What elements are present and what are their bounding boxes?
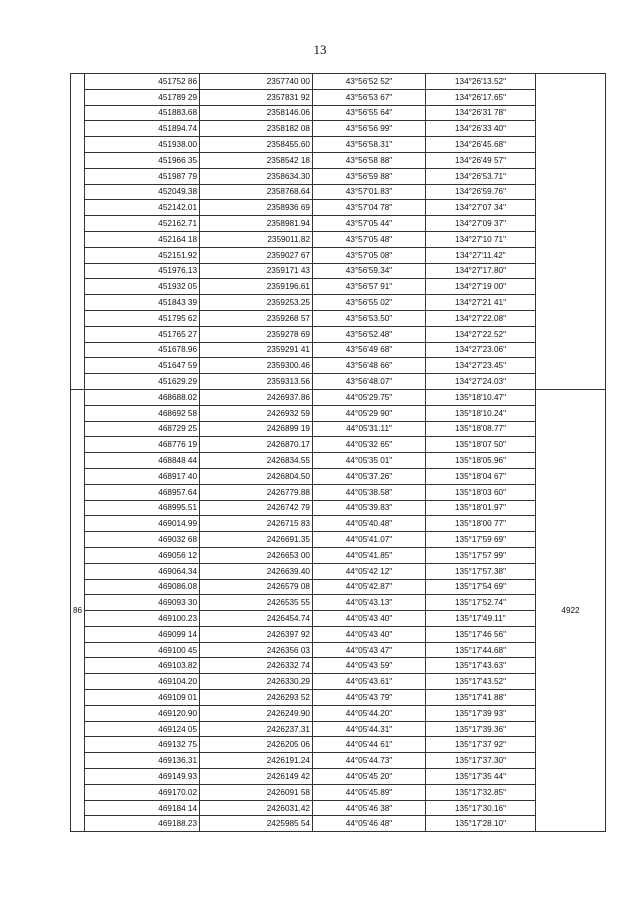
latitude-cell: 44°05'41.85"	[313, 547, 426, 563]
longitude-cell: 134°26'13.52"	[426, 74, 536, 90]
x-coordinate-cell: 451843 39	[85, 295, 200, 311]
x-coordinate-cell: 469099 14	[85, 626, 200, 642]
table-row	[71, 326, 606, 342]
longitude-cell: 135°18'10.47"	[426, 389, 536, 405]
y-coordinate-cell: 2426535 55	[200, 595, 313, 611]
y-coordinate-cell: 2426356 03	[200, 642, 313, 658]
latitude-cell: 43°57'05 44"	[313, 216, 426, 232]
latitude-cell: 43°56'48.07"	[313, 374, 426, 390]
table-row	[71, 421, 606, 437]
table-row	[71, 690, 606, 706]
x-coordinate-cell: 451752 86	[85, 74, 200, 90]
longitude-cell: 135°17'59 69"	[426, 532, 536, 548]
longitude-cell: 134°27'09 37"	[426, 216, 536, 232]
table-row	[71, 168, 606, 184]
y-coordinate-cell: 2358455.60	[200, 137, 313, 153]
longitude-cell: 134°27'23.45"	[426, 358, 536, 374]
longitude-cell: 135°17'46 56"	[426, 626, 536, 642]
x-coordinate-cell: 469170.02	[85, 784, 200, 800]
coordinates-table	[70, 73, 606, 832]
longitude-cell: 134°26'49 57"	[426, 152, 536, 168]
x-coordinate-cell: 469149.93	[85, 769, 200, 785]
longitude-cell: 135°17'54 69"	[426, 579, 536, 595]
y-coordinate-cell: 2358146.06	[200, 105, 313, 121]
table-row	[71, 374, 606, 390]
table-row	[71, 74, 606, 90]
table-row	[71, 295, 606, 311]
table-row	[71, 563, 606, 579]
latitude-cell: 43°57'01.83"	[313, 184, 426, 200]
y-coordinate-cell: 2359196.61	[200, 279, 313, 295]
y-coordinate-cell: 2359291 41	[200, 342, 313, 358]
longitude-cell: 134°26'17.65"	[426, 89, 536, 105]
x-coordinate-cell: 469124 05	[85, 721, 200, 737]
y-coordinate-cell: 2359313.56	[200, 374, 313, 390]
y-coordinate-cell: 2426330.29	[200, 674, 313, 690]
x-coordinate-cell: 469086.08	[85, 579, 200, 595]
table-row	[71, 500, 606, 516]
y-coordinate-cell: 2358182 08	[200, 121, 313, 137]
latitude-cell: 43°56'53 67"	[313, 89, 426, 105]
table-row	[71, 816, 606, 832]
latitude-cell: 44°05'31.11"	[313, 421, 426, 437]
longitude-cell: 135°18'01.97"	[426, 500, 536, 516]
y-coordinate-cell: 2426870.17	[200, 437, 313, 453]
y-coordinate-cell: 2426937.86	[200, 389, 313, 405]
table-row	[71, 705, 606, 721]
x-coordinate-cell: 468688.02	[85, 389, 200, 405]
latitude-cell: 43°56'58.31"	[313, 137, 426, 153]
latitude-cell: 44°05'29 90"	[313, 405, 426, 421]
latitude-cell: 44°05'43 40"	[313, 626, 426, 642]
y-coordinate-cell: 2359268 57	[200, 310, 313, 326]
x-coordinate-cell: 469014.99	[85, 516, 200, 532]
table-row	[71, 231, 606, 247]
x-coordinate-cell: 469136.31	[85, 753, 200, 769]
table-row	[71, 121, 606, 137]
latitude-cell: 44°05'40.48"	[313, 516, 426, 532]
longitude-cell: 134°27'22.52"	[426, 326, 536, 342]
table-row	[71, 769, 606, 785]
x-coordinate-cell: 451966 35	[85, 152, 200, 168]
x-coordinate-cell: 468995.51	[85, 500, 200, 516]
table-row	[71, 437, 606, 453]
latitude-cell: 44°05'44 61"	[313, 737, 426, 753]
y-coordinate-cell: 2358768.64	[200, 184, 313, 200]
table-row	[71, 784, 606, 800]
y-coordinate-cell: 2426205 06	[200, 737, 313, 753]
longitude-cell: 135°17'41 88"	[426, 690, 536, 706]
latitude-cell: 44°05'44.20"	[313, 705, 426, 721]
page-number: 13	[313, 42, 327, 57]
y-coordinate-cell: 2426579 08	[200, 579, 313, 595]
longitude-cell: 135°17'57 99"	[426, 547, 536, 563]
y-coordinate-cell: 2359300.46	[200, 358, 313, 374]
latitude-cell: 44°05'44.31"	[313, 721, 426, 737]
x-coordinate-cell: 469104.20	[85, 674, 200, 690]
latitude-cell: 44°05'39.83"	[313, 500, 426, 516]
x-coordinate-cell: 451976.13	[85, 263, 200, 279]
y-coordinate-cell: 2426932 59	[200, 405, 313, 421]
latitude-cell: 44°05'32 65"	[313, 437, 426, 453]
longitude-cell: 135°17'44.68"	[426, 642, 536, 658]
x-coordinate-cell: 469100 45	[85, 642, 200, 658]
y-coordinate-cell: 2358936 69	[200, 200, 313, 216]
longitude-cell: 135°18'04 67"	[426, 468, 536, 484]
x-coordinate-cell: 452049.38	[85, 184, 200, 200]
x-coordinate-cell: 469032 68	[85, 532, 200, 548]
longitude-cell: 134°27'24.03"	[426, 374, 536, 390]
longitude-cell: 135°18'08.77"	[426, 421, 536, 437]
longitude-cell: 135°18'05.96"	[426, 453, 536, 469]
area-number-cell: 86	[71, 389, 85, 831]
latitude-cell: 44°05'43 59"	[313, 658, 426, 674]
longitude-cell: 135°17'28.10"	[426, 816, 536, 832]
table-row	[71, 626, 606, 642]
latitude-cell: 43°56'49 68"	[313, 342, 426, 358]
table-row	[71, 216, 606, 232]
longitude-cell: 135°17'39 93"	[426, 705, 536, 721]
longitude-cell: 134°26'31 78"	[426, 105, 536, 121]
table-row	[71, 516, 606, 532]
latitude-cell: 44°05'43 79"	[313, 690, 426, 706]
y-coordinate-cell: 2426691.35	[200, 532, 313, 548]
table-row	[71, 389, 606, 405]
x-coordinate-cell: 469103.82	[85, 658, 200, 674]
y-coordinate-cell: 2359011.82	[200, 231, 313, 247]
table-row	[71, 595, 606, 611]
latitude-cell: 44°05'45.89"	[313, 784, 426, 800]
table-row	[71, 310, 606, 326]
longitude-cell: 135°17'37 92"	[426, 737, 536, 753]
latitude-cell: 43°56'57 91"	[313, 279, 426, 295]
table-row	[71, 532, 606, 548]
x-coordinate-cell: 468848 44	[85, 453, 200, 469]
x-coordinate-cell: 451678.96	[85, 342, 200, 358]
x-coordinate-cell: 452164 18	[85, 231, 200, 247]
x-coordinate-cell: 451789 29	[85, 89, 200, 105]
longitude-cell: 134°27'19 00"	[426, 279, 536, 295]
table-row	[71, 753, 606, 769]
y-coordinate-cell: 2426397 92	[200, 626, 313, 642]
table-row	[71, 721, 606, 737]
table-row	[71, 358, 606, 374]
longitude-cell: 135°17'39.36"	[426, 721, 536, 737]
x-coordinate-cell: 469100.23	[85, 611, 200, 627]
x-coordinate-cell: 469184 14	[85, 800, 200, 816]
latitude-cell: 43°56'52.48"	[313, 326, 426, 342]
latitude-cell: 44°05'43.61"	[313, 674, 426, 690]
x-coordinate-cell: 468692 58	[85, 405, 200, 421]
y-coordinate-cell: 2358981.94	[200, 216, 313, 232]
latitude-cell: 44°05'38.58"	[313, 484, 426, 500]
x-coordinate-cell: 451795 62	[85, 310, 200, 326]
latitude-cell: 44°05'41.07"	[313, 532, 426, 548]
longitude-cell: 135°17'37.30"	[426, 753, 536, 769]
table-row	[71, 658, 606, 674]
table-row	[71, 137, 606, 153]
table-row	[71, 737, 606, 753]
table-row	[71, 642, 606, 658]
latitude-cell: 44°05'35 01"	[313, 453, 426, 469]
longitude-cell: 135°17'30.16"	[426, 800, 536, 816]
longitude-cell: 134°27'11.42"	[426, 247, 536, 263]
table-row	[71, 200, 606, 216]
area-value-cell: 4922	[536, 389, 606, 831]
x-coordinate-cell: 469109 01	[85, 690, 200, 706]
latitude-cell: 44°05'45 20"	[313, 769, 426, 785]
latitude-cell: 44°05'43.13"	[313, 595, 426, 611]
latitude-cell: 43°56'58 88"	[313, 152, 426, 168]
latitude-cell: 43°57'04 78"	[313, 200, 426, 216]
table-row	[71, 800, 606, 816]
y-coordinate-cell: 2426191.24	[200, 753, 313, 769]
table-row	[71, 579, 606, 595]
longitude-cell: 135°17'43.52"	[426, 674, 536, 690]
longitude-cell: 134°26'53.71"	[426, 168, 536, 184]
x-coordinate-cell: 452142.01	[85, 200, 200, 216]
latitude-cell: 43°56'55 64"	[313, 105, 426, 121]
x-coordinate-cell: 451938.00	[85, 137, 200, 153]
latitude-cell: 43°56'48 66"	[313, 358, 426, 374]
x-coordinate-cell: 469132 75	[85, 737, 200, 753]
longitude-cell: 134°27'07 34"	[426, 200, 536, 216]
y-coordinate-cell: 2426804.50	[200, 468, 313, 484]
x-coordinate-cell: 469188.23	[85, 816, 200, 832]
latitude-cell: 44°05'46 38"	[313, 800, 426, 816]
y-coordinate-cell: 2426149 42	[200, 769, 313, 785]
latitude-cell: 43°56'53.50"	[313, 310, 426, 326]
table-row	[71, 263, 606, 279]
y-coordinate-cell: 2426715 83	[200, 516, 313, 532]
y-coordinate-cell: 2426899 19	[200, 421, 313, 437]
area-number-cell	[71, 74, 85, 390]
y-coordinate-cell: 2426031.42	[200, 800, 313, 816]
x-coordinate-cell: 468957.64	[85, 484, 200, 500]
longitude-cell: 134°26'45.68"	[426, 137, 536, 153]
longitude-cell: 134°27'10 71"	[426, 231, 536, 247]
coordinates-table-body	[71, 74, 606, 832]
longitude-cell: 134°27'17.80"	[426, 263, 536, 279]
y-coordinate-cell: 2426742 79	[200, 500, 313, 516]
latitude-cell: 44°05'29.75"	[313, 389, 426, 405]
y-coordinate-cell: 2425985 54	[200, 816, 313, 832]
longitude-cell: 135°18'07 50"	[426, 437, 536, 453]
x-coordinate-cell: 452162.71	[85, 216, 200, 232]
y-coordinate-cell: 2426639.40	[200, 563, 313, 579]
latitude-cell: 44°05'43 40"	[313, 611, 426, 627]
longitude-cell: 134°26'59.76"	[426, 184, 536, 200]
longitude-cell: 135°18'10.24"	[426, 405, 536, 421]
x-coordinate-cell: 469064.34	[85, 563, 200, 579]
longitude-cell: 135°17'52.74"	[426, 595, 536, 611]
x-coordinate-cell: 451629.29	[85, 374, 200, 390]
table-row	[71, 247, 606, 263]
table-row	[71, 468, 606, 484]
longitude-cell: 134°27'23.06"	[426, 342, 536, 358]
table-row	[71, 611, 606, 627]
table-row	[71, 105, 606, 121]
x-coordinate-cell: 451883.68	[85, 105, 200, 121]
x-coordinate-cell: 469120.90	[85, 705, 200, 721]
x-coordinate-cell: 468917 40	[85, 468, 200, 484]
table-row	[71, 279, 606, 295]
table-row	[71, 184, 606, 200]
latitude-cell: 44°05'44.73"	[313, 753, 426, 769]
longitude-cell: 134°27'21 41"	[426, 295, 536, 311]
y-coordinate-cell: 2426249.90	[200, 705, 313, 721]
x-coordinate-cell: 451765 27	[85, 326, 200, 342]
latitude-cell: 43°57'05 08"	[313, 247, 426, 263]
longitude-cell: 135°18'00 77"	[426, 516, 536, 532]
x-coordinate-cell: 452151.92	[85, 247, 200, 263]
y-coordinate-cell: 2359171 43	[200, 263, 313, 279]
latitude-cell: 44°05'46 48"	[313, 816, 426, 832]
longitude-cell: 135°18'03 60"	[426, 484, 536, 500]
longitude-cell: 135°17'57.38"	[426, 563, 536, 579]
table-row	[71, 484, 606, 500]
longitude-cell: 135°17'49.11"	[426, 611, 536, 627]
latitude-cell: 44°05'42.87"	[313, 579, 426, 595]
y-coordinate-cell: 2358634.30	[200, 168, 313, 184]
latitude-cell: 43°56'52 52"	[313, 74, 426, 90]
y-coordinate-cell: 2426779.88	[200, 484, 313, 500]
table-row	[71, 89, 606, 105]
x-coordinate-cell: 468729 25	[85, 421, 200, 437]
y-coordinate-cell: 2426653 00	[200, 547, 313, 563]
table-row	[71, 152, 606, 168]
latitude-cell: 44°05'42 12"	[313, 563, 426, 579]
x-coordinate-cell: 451932 05	[85, 279, 200, 295]
table-row	[71, 342, 606, 358]
x-coordinate-cell: 468776 19	[85, 437, 200, 453]
latitude-cell: 44°05'43 47"	[313, 642, 426, 658]
y-coordinate-cell: 2357831 92	[200, 89, 313, 105]
x-coordinate-cell: 451647 59	[85, 358, 200, 374]
y-coordinate-cell: 2359278 69	[200, 326, 313, 342]
latitude-cell: 44°05'37.26"	[313, 468, 426, 484]
y-coordinate-cell: 2357740 00	[200, 74, 313, 90]
table-row	[71, 547, 606, 563]
y-coordinate-cell: 2426091 58	[200, 784, 313, 800]
y-coordinate-cell: 2426237.31	[200, 721, 313, 737]
y-coordinate-cell: 2426834.55	[200, 453, 313, 469]
latitude-cell: 43°56'55 02"	[313, 295, 426, 311]
area-value-cell	[536, 74, 606, 390]
y-coordinate-cell: 2426293 52	[200, 690, 313, 706]
y-coordinate-cell: 2359027 67	[200, 247, 313, 263]
table-row	[71, 405, 606, 421]
latitude-cell: 43°56'59 88"	[313, 168, 426, 184]
latitude-cell: 43°57'05 48"	[313, 231, 426, 247]
y-coordinate-cell: 2358542 18	[200, 152, 313, 168]
x-coordinate-cell: 451894.74	[85, 121, 200, 137]
y-coordinate-cell: 2359253.25	[200, 295, 313, 311]
longitude-cell: 135°17'43.63"	[426, 658, 536, 674]
x-coordinate-cell: 469056 12	[85, 547, 200, 563]
longitude-cell: 134°27'22.08"	[426, 310, 536, 326]
latitude-cell: 43°56'59.34"	[313, 263, 426, 279]
table-row	[71, 453, 606, 469]
y-coordinate-cell: 2426332 74	[200, 658, 313, 674]
longitude-cell: 135°17'32.85"	[426, 784, 536, 800]
latitude-cell: 43°56'56 99"	[313, 121, 426, 137]
x-coordinate-cell: 451987 79	[85, 168, 200, 184]
x-coordinate-cell: 469093 30	[85, 595, 200, 611]
y-coordinate-cell: 2426454.74	[200, 611, 313, 627]
longitude-cell: 134°26'33 40"	[426, 121, 536, 137]
table-row	[71, 674, 606, 690]
longitude-cell: 135°17'35 44"	[426, 769, 536, 785]
